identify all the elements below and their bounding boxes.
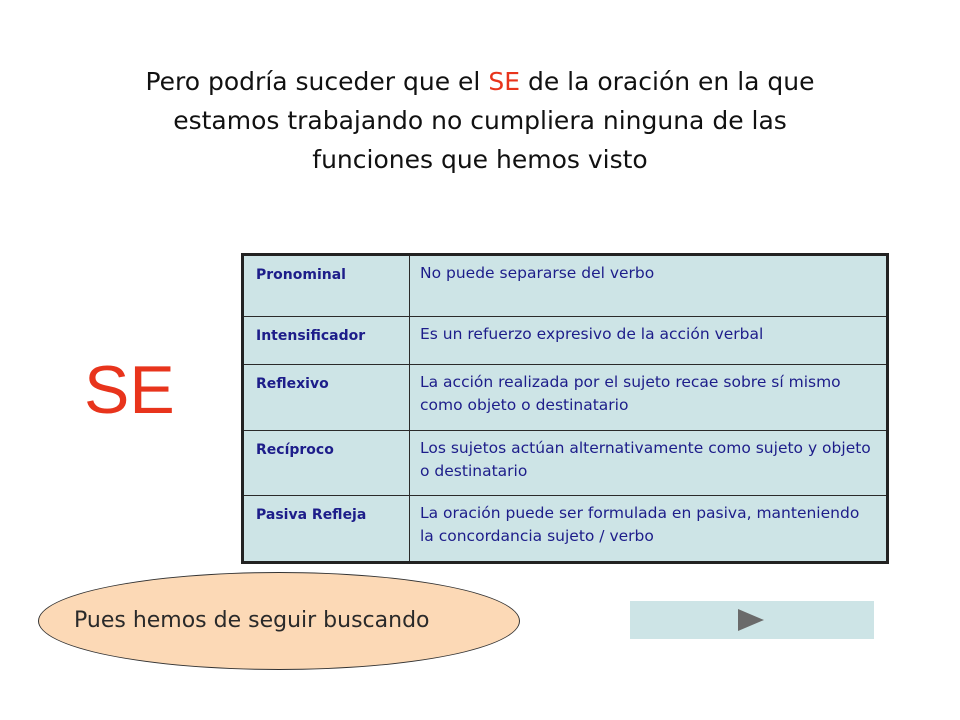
table-row (243, 317, 888, 365)
function-description: No puede separarse del verbo (410, 255, 888, 317)
heading-se-highlight: SE (488, 67, 520, 96)
table-row (243, 255, 888, 317)
table-row (243, 365, 888, 431)
function-name: Pasiva Refleja (243, 496, 410, 563)
se-label: SE (84, 352, 175, 428)
function-description: La acción realizada por el sujeto recae sobre sí mismo como objeto o destinatario (410, 365, 888, 431)
heading-line3: funciones que hemos visto (312, 145, 648, 174)
function-description: Es un refuerzo expresivo de la acción verbal (410, 317, 888, 365)
next-slide-button[interactable] (630, 601, 874, 639)
function-name: Pronominal (243, 255, 410, 317)
heading-line2: estamos trabajando no cumpliera ninguna de las (173, 106, 787, 135)
play-triangle-icon (738, 609, 764, 631)
table-row (243, 431, 888, 496)
heading-line1-start: Pero podría suceder que el (145, 67, 489, 96)
function-description: Los sujetos actúan alternativamente como sujeto y objeto o destinatario (410, 431, 888, 496)
function-description: La oración puede ser formulada en pasiva, manteniendo la concordancia sujeto / verbo (410, 496, 888, 563)
callout-text: Pues hemos de seguir buscando (74, 608, 430, 633)
function-name: Intensificador (243, 317, 410, 365)
function-name: Recíproco (243, 431, 410, 496)
slide-heading (40, 62, 920, 179)
se-functions-table (241, 253, 889, 564)
table-row (243, 496, 888, 563)
function-name: Reflexivo (243, 365, 410, 431)
heading-line1-end: de la oración en la que (520, 67, 815, 96)
